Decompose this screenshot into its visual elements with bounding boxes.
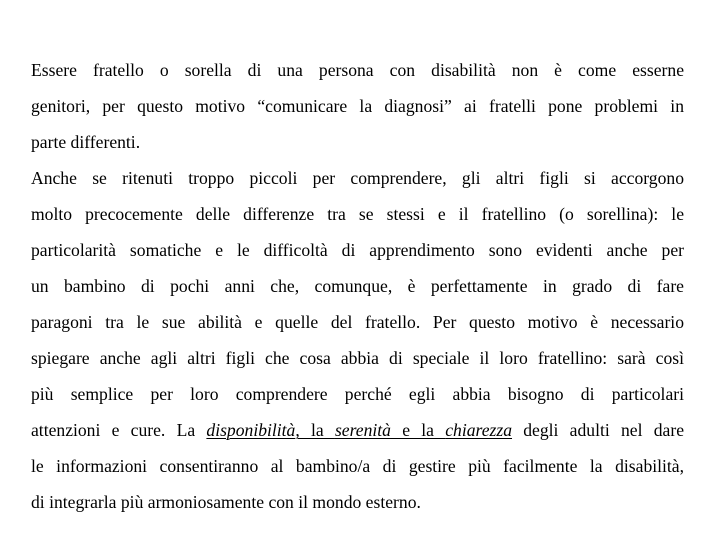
- text-line: molto precocemente delle differenze tra se stessi e il fratellino (o sorellina): le: [31, 204, 684, 224]
- text-line: paragoni tra le sue abilità e quelle del fratello. Per questo motivo è necessario: [31, 312, 684, 332]
- underlined-word-chiarezza: chiarezza: [445, 420, 513, 440]
- text-line: un bambino di pochi anni che, comunque, è perfettamente in grado di fare: [31, 276, 684, 296]
- text-line: Anche se ritenuti troppo piccoli per comprendere, gli altri figli si accorgono: [31, 168, 684, 188]
- text-segment: , la: [295, 420, 335, 440]
- emphasis-line: [31, 419, 684, 441]
- text-line: parte differenti.: [31, 132, 141, 152]
- text-line: genitori, per questo motivo “comunicare la diagnosi” ai fratelli pone problemi in: [31, 96, 684, 116]
- text-segment: attenzioni e cure. La: [31, 420, 207, 440]
- text-line: Essere fratello o sorella di una persona con disabilità non è come esserne: [31, 60, 684, 80]
- text-line: particolarità somatiche e le difficoltà di apprendimento sono evidenti anche per: [31, 240, 684, 260]
- text-line: le informazioni consentiranno al bambino/a di gestire più facilmente la disabilità,: [31, 456, 684, 476]
- text-line: più semplice per loro comprendere perché egli abbia bisogno di particolari: [31, 384, 684, 404]
- text-line: spiegare anche agli altri figli che cosa abbia di speciale il loro fratellino: sarà così: [31, 348, 684, 368]
- text-line: di integrarla più armoniosamente con il mondo esterno.: [31, 492, 421, 512]
- text-segment: degli adulti nel dare: [512, 420, 684, 440]
- underlined-word-serenita: serenità: [334, 420, 391, 440]
- underlined-word-disponibilita: disponibilità: [206, 420, 296, 440]
- text-segment: e la: [390, 420, 446, 440]
